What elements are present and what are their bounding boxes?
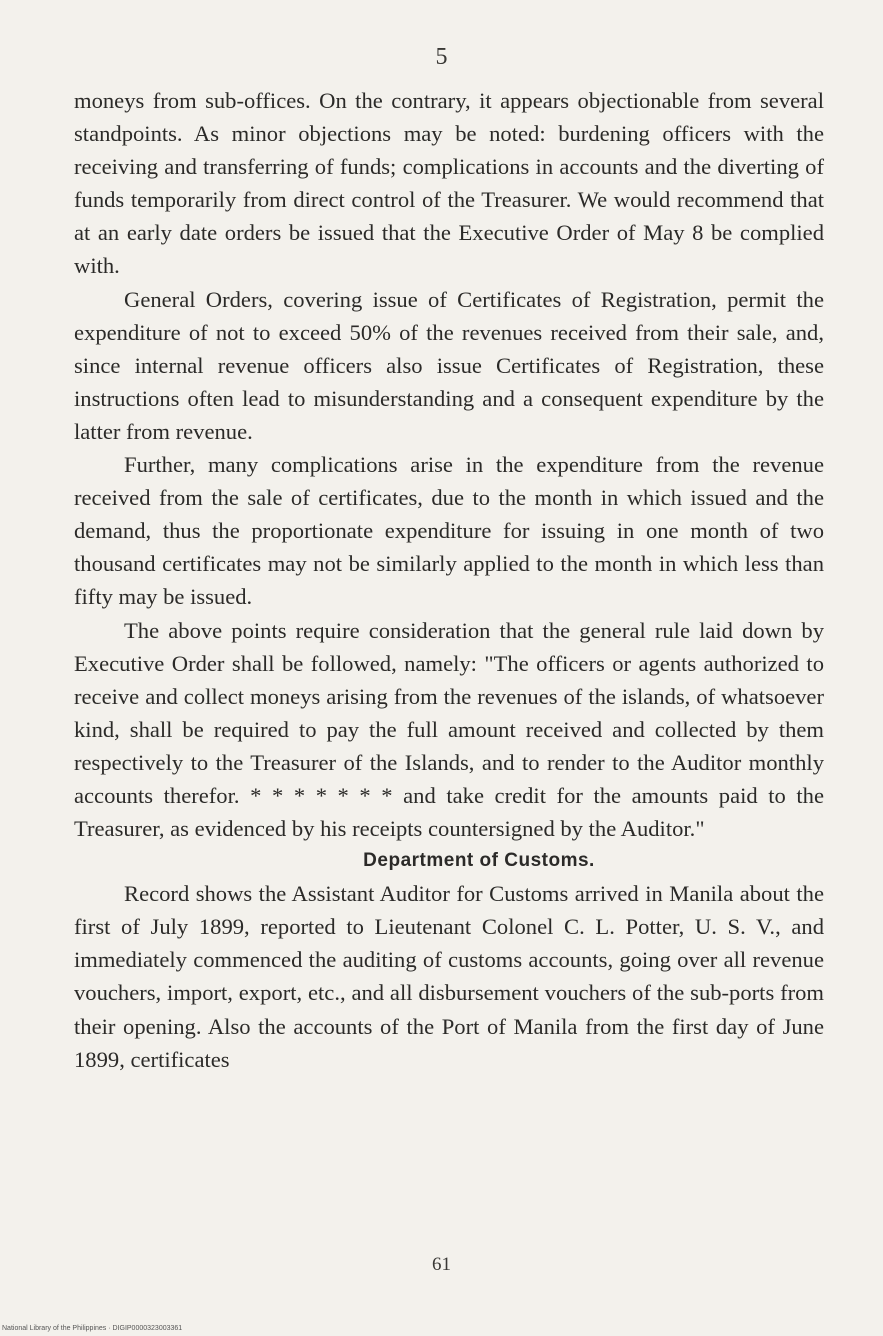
page-number-bottom: 61	[432, 1254, 451, 1275]
page-number-top: 5	[435, 44, 448, 70]
paragraph-2: General Orders, covering issue of Certificates of Registration, permit the expenditure of not to exceed 50% of the revenues received from their sale, and, since internal revenue officers also issue Certificates of Registration, these instructions often lead to misunderstanding and a consequent expenditure by the latter from revenue.	[74, 286, 824, 444]
paragraph-1: moneys from sub-offices. On the contrary, it appears objectionable from several standpoints. As minor objections may be noted: burdening officers with the receiving and transferring of funds; complications in accounts and the diverting of funds temporarily from direct control of the Treasurer. We would recommend that at an early date orders be issued that the Executive Order of May 8 be complied with.	[74, 88, 824, 279]
paragraph-5: Record shows the Assistant Auditor for Customs arrived in Manila about the first of July 1899, reported to Lieutenant Colonel C. L. Potter, U. S. V., and immediately commenced the auditing of customs accounts, going over all revenue vouchers, import, export, etc., and all disbursement vouchers of the sub-ports from their opening. Also the accounts of the Port of Manila from the first day of June 1899, certificates	[74, 881, 824, 1072]
section-heading: Department of Customs.	[363, 850, 595, 872]
footer-credit: National Library of the Philippines · DIGIP0000323003361	[2, 1325, 183, 1332]
paragraph-4: The above points require consideration that the general rule laid down by Executive Order shall be followed, namely: "The officers or agents authorized to receive and collect moneys arising from the revenues of the islands, of whatsoever kind, shall be required to pay the full amount received and collected by them respectively to the Treasurer of the Islands, and to render to the Auditor monthly accounts therefor. * * * * * * * and take credit for the amounts paid to the Treasurer, as evidenced by his receipts countersigned by the Auditor."	[74, 617, 824, 842]
paragraph-3: Further, many complications arise in the expenditure from the revenue received from the sale of certificates, due to the month in which issued and the demand, thus the proportionate expenditure for issuing in one month of two thousand certificates may not be similarly applied to the month in which less than fifty may be issued.	[74, 452, 824, 610]
body-text	[74, 84, 824, 1076]
